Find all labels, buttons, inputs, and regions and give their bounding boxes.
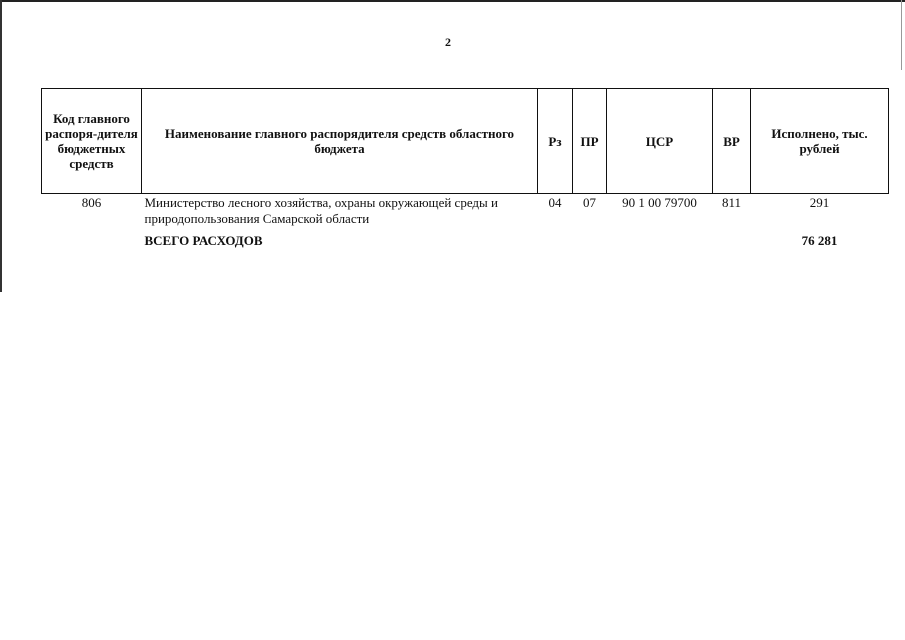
table-header-row xyxy=(42,89,889,194)
header-code: Код главного распоря-дителя бюджетных средств xyxy=(42,89,142,194)
cell-name: Министерство лесного хозяйства, охраны окружающей среды и природопользования Самарской области xyxy=(144,195,498,226)
header-vr: ВР xyxy=(713,89,751,194)
budget-table xyxy=(41,88,889,250)
scan-border-left xyxy=(0,0,2,292)
header-csr: ЦСР xyxy=(607,89,713,194)
header-executed: Исполнено, тыс. рублей xyxy=(751,89,889,194)
cell-executed: 291 xyxy=(809,195,830,210)
scan-border-right xyxy=(901,0,902,70)
cell-rz: 04 xyxy=(548,195,562,210)
cell-pr: 07 xyxy=(583,195,596,210)
table-row xyxy=(42,194,889,229)
header-name: Наименование главного распорядителя средств областного бюджета xyxy=(142,89,538,194)
total-label: ВСЕГО РАСХОДОВ xyxy=(144,233,263,248)
total-row xyxy=(42,228,889,250)
cell-code: 806 xyxy=(81,195,102,210)
total-value: 76 281 xyxy=(801,233,838,248)
scan-border-top xyxy=(0,0,905,2)
total-spacer xyxy=(42,228,142,250)
page-number: 2 xyxy=(445,35,451,49)
header-pr: ПР xyxy=(573,89,607,194)
header-rz: Рз xyxy=(538,89,573,194)
cell-vr: 811 xyxy=(721,195,742,210)
cell-csr: 90 1 00 79700 xyxy=(622,195,697,210)
